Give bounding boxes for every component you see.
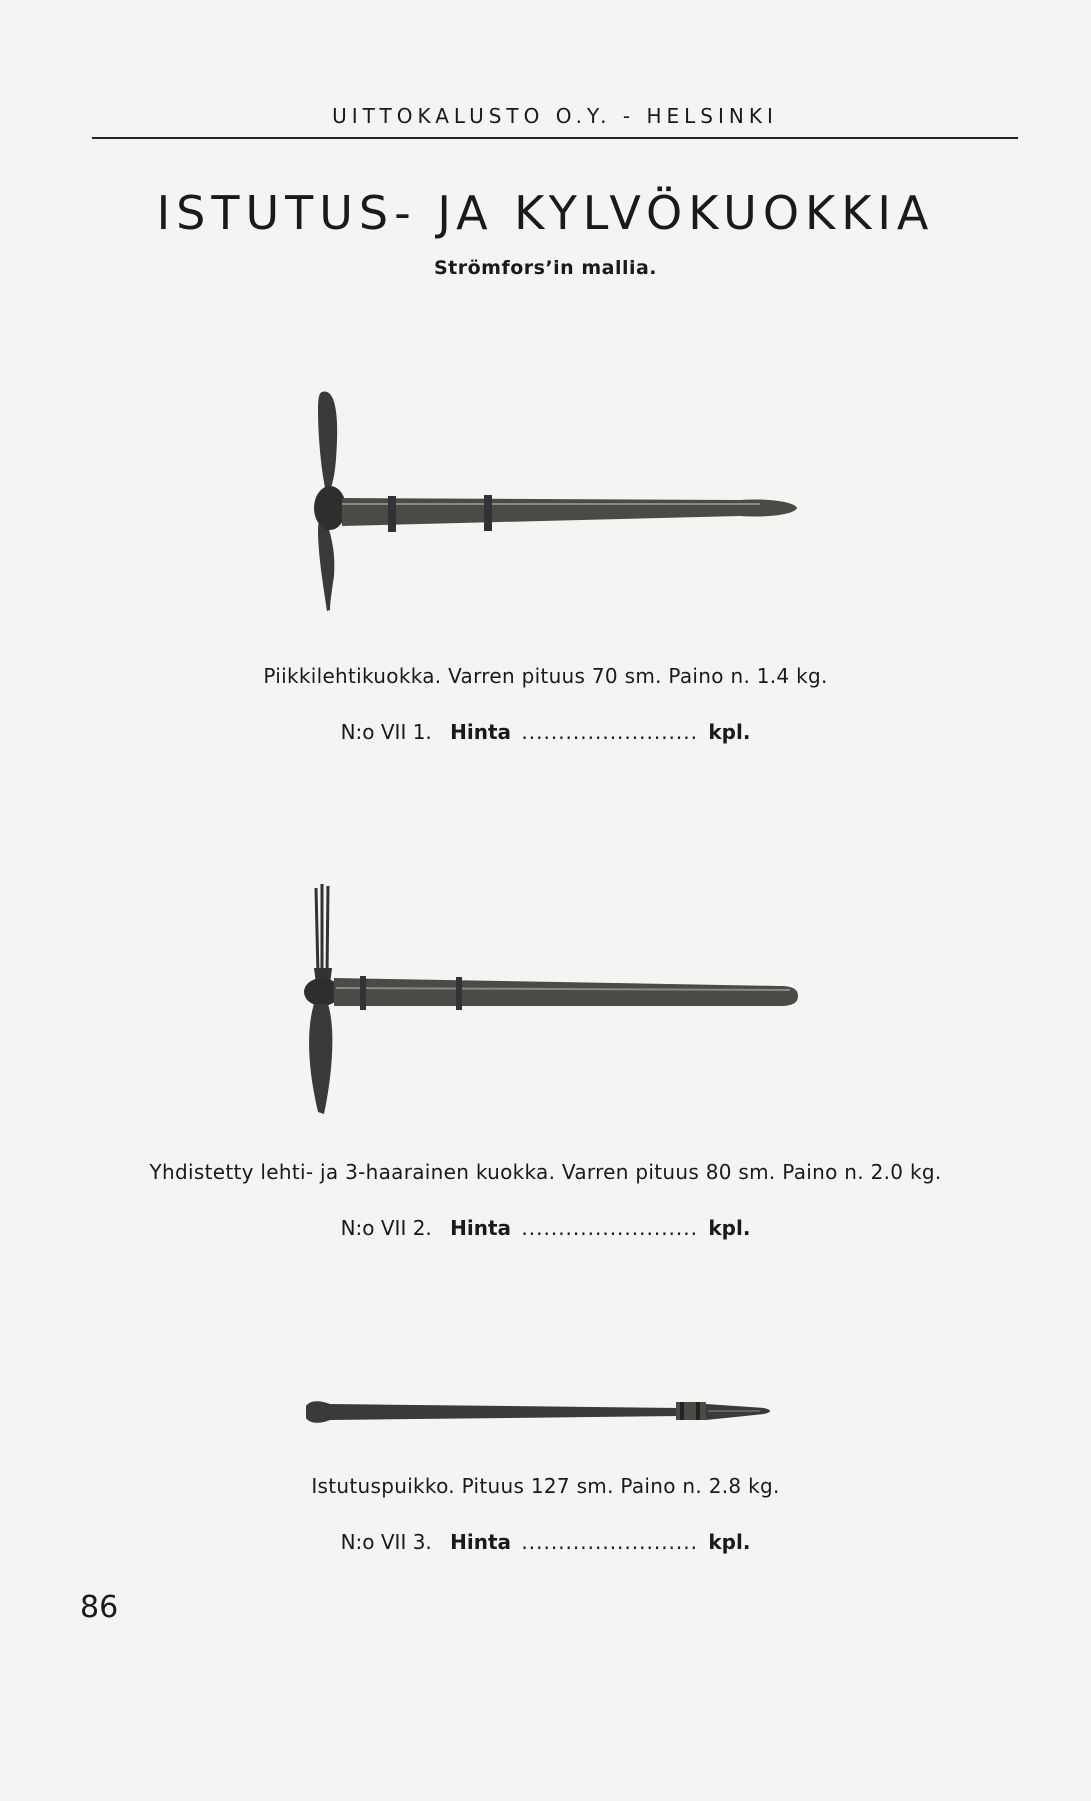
pick-hoe-icon (0, 380, 1091, 640)
price-unit: kpl. (708, 720, 751, 744)
price-unit: kpl. (708, 1216, 751, 1240)
price-label: Hinta (450, 1530, 512, 1554)
price-line (0, 1216, 1091, 1240)
price-line (0, 1530, 1091, 1554)
page-number: 86 (80, 1590, 119, 1625)
price-label: Hinta (450, 1216, 512, 1240)
fork-hoe-icon (0, 880, 1091, 1130)
price-unit: kpl. (708, 1530, 751, 1554)
product-description: Yhdistetty lehti- ja 3-haarainen kuokka. Varren pituus 80 sm. Paino n. 2.0 kg. (149, 1160, 942, 1184)
product-description: Piikkilehtikuokka. Varren pituus 70 sm. Paino n. 1.4 kg. (263, 664, 828, 688)
product-number: N:o VII 1. (340, 720, 432, 744)
page-header: UITTOKALUSTO O.Y. - HELSINKI (332, 104, 778, 128)
product-number: N:o VII 2. (340, 1216, 432, 1240)
product-number: N:o VII 3. (340, 1530, 432, 1554)
page-title: ISTUTUS- JA KYLVÖKUOKKIA (156, 186, 935, 240)
price-dots: ........................ (521, 1530, 698, 1554)
product-1 (0, 380, 1091, 780)
price-label: Hinta (450, 720, 512, 744)
product-2 (0, 880, 1091, 1280)
product-description: Istutuspuikko. Pituus 127 sm. Paino n. 2.8 kg. (311, 1474, 780, 1498)
product-3 (0, 1380, 1091, 1640)
price-line (0, 720, 1091, 744)
page-subtitle: Strömfors’in mallia. (433, 257, 658, 279)
header-rule (92, 137, 1018, 139)
price-dots: ........................ (521, 720, 698, 744)
planting-bar-icon (0, 1380, 1091, 1440)
price-dots: ........................ (521, 1216, 698, 1240)
